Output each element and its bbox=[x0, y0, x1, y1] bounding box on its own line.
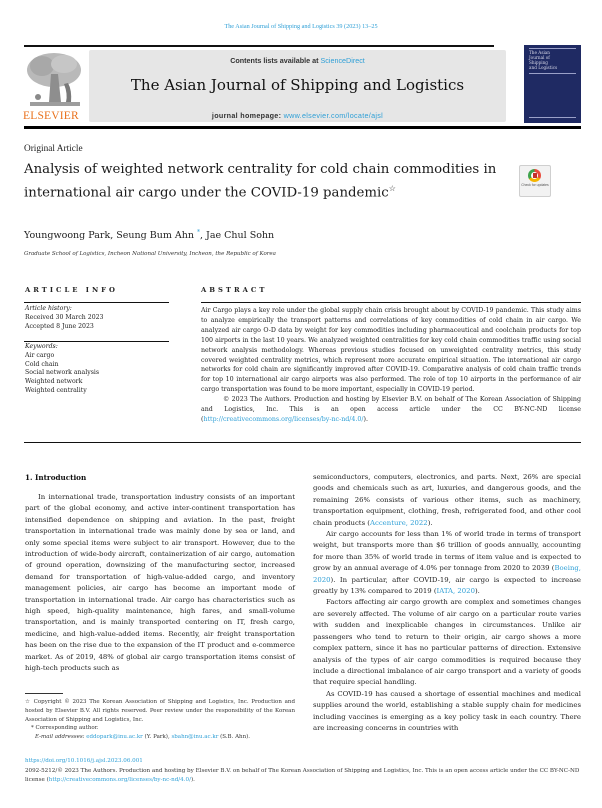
cover-rule bbox=[529, 48, 576, 49]
keywords-label: Keywords: bbox=[25, 343, 58, 350]
homepage-link[interactable]: www.elsevier.com/locate/ajsl bbox=[283, 111, 384, 120]
author-name[interactable]: Seung Bum Ahn bbox=[116, 230, 194, 242]
footnotes bbox=[25, 698, 295, 742]
author-list: Youngwoong Park, Seung Bum Ahn *, Jae Chul Sohn bbox=[24, 229, 275, 242]
body-paragraph: As COVID-19 has caused a shortage of essential machines and medical supplies around the world, establishing a stable supply chain for medicines including vaccines is emerging as a key policy task in each country. There are increasing concerns in countries with bbox=[313, 689, 581, 732]
check-for-updates-button[interactable] bbox=[519, 165, 551, 197]
author-name[interactable]: Jae Chul Sohn bbox=[206, 230, 275, 242]
body-paragraph: In international trade, transportation industry consists of an important part of the global economy, and active inter-continent transportation has intensified dependence on shipping and aviation. In the past, freight transportation in international trade was mainly done by sea or land, and only some special items were subject to air transport. However, due to the introduction of wide-body aircraft, containerization of air cargo, automation of ground operation, downsizing of the manufacturing sector, increased demand for transportation of high-value-added cargo, and inventory management policies, air cargo has become an important mode of transportation in international trade. Air cargo has characteristics such as high speed, high-quality maintenance, high fares, and small-volume transportation, and is mainly transported centering on IT, fresh cargo, medicine, and high-value-added items. Recently, air freight transportation has been on the rise due to the expansion of the IT product and e-commerce market. As of 2019, 48% of global air cargo transportation items consist of high-tech products such as bbox=[25, 493, 295, 673]
received-date: Received 30 March 2023 bbox=[25, 313, 104, 321]
keyword-item: Social network analysis bbox=[25, 369, 100, 377]
body-column-right bbox=[313, 472, 581, 734]
body-paragraph: Factors affecting air cargo growth are complex and sometimes changes are severely affected. The volume of air cargo on a particular route varies with sudden and inexplicable changes in circumstances. Unlike air passengers who tend to return to their origin, air cargo shows a more complex pattern, since it has no particular patterns of direction. Extensive analysis of the types of air cargo commodities is required because they include a directional imbalance of air cargo transport and a variety of goods that require special handling. bbox=[313, 598, 581, 687]
copyright-footnote: ☆ Copyright © 2023 The Korean Association of Shipping and Logistics, Inc. Production and hosted by Elsevier B.V. All rights reserved. Peer review under the responsibility of the Korean Association of Shipping and Logistics, Inc. bbox=[25, 699, 295, 723]
tree-icon bbox=[24, 50, 84, 108]
body-paragraph: Air cargo accounts for less than 1% of world trade in terms of transport weight, but transports more than $6 trillion of goods annually, accounting for more than 35% of world trade in terms of item value and is expected to grow by an annual average of 4.0% per tonnage from 2020 to 2039 (Boeing, 2020). In particular, after COVID-19, air cargo is expected to increase greatly by 13% compared to 2019 (IATA, 2020). bbox=[313, 530, 581, 596]
license-link[interactable]: http://creativecommons.org/licenses/by-nc-nd/4.0/ bbox=[203, 415, 364, 423]
abstract-copyright: © 2023 The Authors. Production and hosting by Elsevier B.V. on behalf of The Korean Association of Shipping and Logistics, Inc. This is an open access article under the CC BY-NC-ND license (http://creativecommons.org/licenses/by-nc-nd/4.0/). bbox=[201, 396, 581, 423]
article-info-heading: ARTICLE INFO bbox=[25, 286, 118, 294]
title-star-icon[interactable]: ☆ bbox=[388, 184, 396, 193]
article-title bbox=[24, 160, 504, 202]
journal-title: The Asian Journal of Shipping and Logistics bbox=[130, 76, 465, 94]
homepage-line bbox=[89, 111, 506, 120]
footnote-rule bbox=[25, 693, 63, 694]
cover-title: The Asian Journal of Shipping and Logistics bbox=[529, 50, 558, 70]
divider bbox=[24, 442, 581, 443]
article-title-text: Analysis of weighted network centrality for cold chain commodities in international air cargo under the COVID-19 pandemic bbox=[24, 162, 497, 201]
contents-prefix: Contents lists available at bbox=[230, 56, 321, 65]
divider bbox=[201, 302, 581, 303]
abstract-body bbox=[201, 306, 581, 425]
sciencedirect-link[interactable]: ScienceDirect bbox=[320, 56, 365, 65]
license-link[interactable]: http://creativecommons.org/licenses/by-nc-nd/4.0/ bbox=[48, 776, 191, 783]
email-link[interactable]: eddopark@inu.ac.kr bbox=[86, 734, 143, 741]
divider bbox=[24, 302, 169, 303]
citation-link[interactable]: Accenture, 2022 bbox=[369, 518, 428, 527]
keyword-item: Cold chain bbox=[25, 360, 59, 368]
accepted-date: Accepted 8 June 2023 bbox=[25, 322, 94, 330]
affiliation: Graduate School of Logistics, Incheon National University, Incheon, the Republic of Korea bbox=[24, 251, 276, 257]
keyword-item: Weighted network bbox=[25, 378, 83, 386]
cover-rule bbox=[529, 73, 576, 74]
history-label: Article history: bbox=[25, 305, 72, 312]
cover-rule bbox=[529, 117, 576, 118]
top-rule bbox=[24, 45, 494, 47]
article-type: Original Article bbox=[24, 144, 83, 154]
email-footnote: E-mail addresses: eddopark@inu.ac.kr (Y. Park), sbahn@inu.ac.kr (S.B. Ahn). bbox=[35, 734, 251, 741]
body-column-left bbox=[25, 492, 295, 675]
citation-link[interactable]: IATA, 2020 bbox=[436, 587, 475, 596]
check-updates-icon bbox=[528, 169, 541, 182]
elsevier-wordmark: ELSEVIER bbox=[23, 110, 79, 122]
abstract-paragraph: Air Cargo plays a key role under the global supply chain crisis brought about by COVID-19 pandemic. This study aims to analyze empirically the transport patterns and correlations of key commodities of cold chain in air cargo. We analyzed air cargo O-D data by weight for key commodities including pharmaceutical and coolchain products for top 100 airports in the last 10 years. We analyzed weighted centralities for key cold chain commodities traffic using social network analysis methodology. Whereas previous studies focused on unweighted centrality metrics, this study covered weighted centrality metrics, which represent more accurate empirical situation. The international air cargo networks for cold chain are significantly improved after COVID-19. Comparative analysis of cold chain traffic trends for top 10 international air cargo airports was also performed. The role of top 10 airports in the performance of air cargo transportation was found to be more important, especially in COVID-19 period. bbox=[201, 307, 581, 394]
body-paragraph: semiconductors, computers, electronics, and parts. Next, 26% are special goods and chemicals such as art, luxuries, and dangerous goods, and the remaining 26% consists of various other items, such as machinery, transportation equipment, clothing, fresh, refrigerated food, and other cool chain products (Accenture, 2022). bbox=[313, 473, 581, 527]
email-link[interactable]: sbahn@inu.ac.kr bbox=[171, 734, 219, 741]
corresponding-footnote: * Corresponding author. bbox=[31, 725, 99, 732]
doi-link[interactable]: https://doi.org/10.1016/j.ajsl.2023.06.001 bbox=[25, 758, 143, 764]
running-head: The Asian Journal of Shipping and Logistics 39 (2023) 13–25 bbox=[224, 23, 378, 30]
corresponding-author-mark[interactable]: * bbox=[196, 229, 200, 236]
license-line: 2092-5212/© 2023 The Authors. Production and hosting by Elsevier B.V. on behalf of The Korean Association of Shipping and Logistics, Inc. This is an open access article under the CC BY-NC-ND license (http://creativecommons.org/licenses/by-nc-nd/4.0/). bbox=[25, 768, 580, 783]
author-name[interactable]: Youngwoong Park bbox=[24, 230, 111, 242]
contents-line bbox=[89, 56, 506, 65]
divider bbox=[24, 341, 169, 342]
journal-cover bbox=[524, 45, 581, 123]
abstract-heading: ABSTRACT bbox=[201, 286, 268, 294]
homepage-prefix: journal homepage: bbox=[211, 111, 284, 120]
keyword-item: Air cargo bbox=[25, 351, 55, 359]
check-updates-label: Check for updates bbox=[521, 183, 549, 187]
keywords bbox=[25, 343, 99, 396]
section-heading-introduction: 1. Introduction bbox=[25, 473, 87, 482]
keyword-item: Weighted centrality bbox=[25, 386, 87, 394]
citation-link[interactable]: Boeing, 2020 bbox=[313, 564, 581, 584]
article-history bbox=[25, 305, 104, 331]
masthead-bottom-rule bbox=[24, 126, 581, 129]
